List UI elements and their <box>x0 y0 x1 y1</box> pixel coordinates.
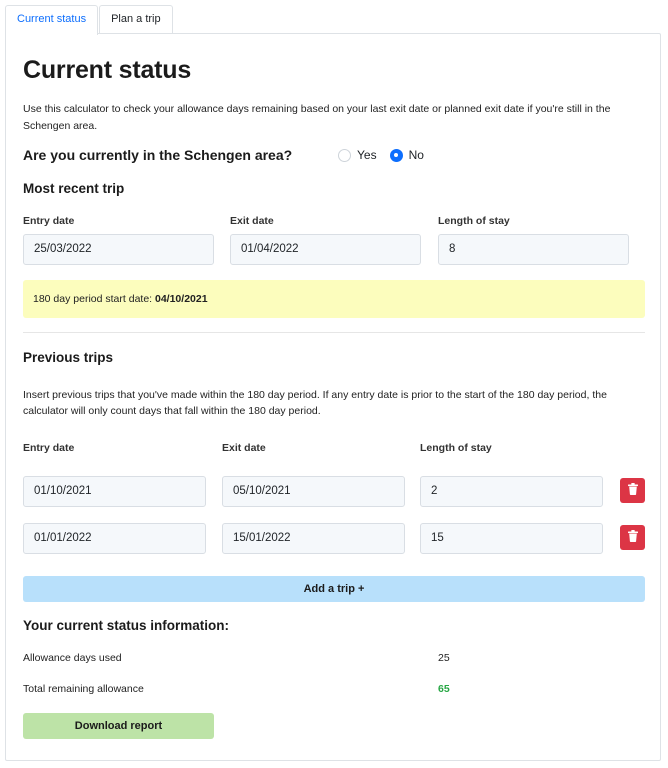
recent-entry-date-label: Entry date <box>23 215 75 227</box>
prev-length-label: Length of stay <box>420 442 492 454</box>
radio-no-circle[interactable] <box>390 149 403 162</box>
prev-trip-1-entry-input[interactable]: 01/10/2021 <box>23 476 206 507</box>
schengen-radio-group <box>338 148 437 162</box>
previous-trips-heading: Previous trips <box>23 350 114 365</box>
radio-no[interactable] <box>390 148 424 162</box>
period-start-text: 180 day period start date: <box>33 293 155 305</box>
intro-text: Use this calculator to check your allowance days remaining based on your last exit date or planned exit date if you're still in the Schengen area. <box>23 103 611 132</box>
prev-trip-1-length-input[interactable]: 2 <box>420 476 603 507</box>
recent-length-label: Length of stay <box>438 215 510 227</box>
recent-exit-date-input[interactable]: 01/04/2022 <box>230 234 421 265</box>
delete-trip-2-button[interactable] <box>620 525 645 550</box>
recent-entry-date-input[interactable]: 25/03/2022 <box>23 234 214 265</box>
trash-icon <box>628 529 638 547</box>
tab-current-status[interactable]: Current status <box>5 5 98 35</box>
remaining-allowance-value: 65 <box>438 683 450 695</box>
download-report-button[interactable]: Download report <box>23 713 214 739</box>
prev-exit-date-label: Exit date <box>222 442 266 454</box>
tab-panel <box>5 33 661 761</box>
remaining-allowance-label: Total remaining allowance <box>23 683 144 695</box>
radio-yes[interactable] <box>338 148 377 162</box>
recent-exit-date-label: Exit date <box>230 215 274 227</box>
add-trip-button[interactable]: Add a trip + <box>23 576 645 602</box>
most-recent-trip-heading: Most recent trip <box>23 181 125 196</box>
previous-trips-description: Insert previous trips that you've made within the 180 day period. If any entry date is prior to the start of the 180 day period, the calculator will only count days that fall within the 180 day period. <box>23 389 607 417</box>
prev-trip-2-exit-input[interactable]: 15/01/2022 <box>222 523 405 554</box>
radio-no-label: No <box>408 148 424 162</box>
recent-length-input[interactable]: 8 <box>438 234 629 265</box>
page-title: Current status <box>23 56 192 84</box>
allowance-used-value: 25 <box>438 652 450 664</box>
prev-entry-date-label: Entry date <box>23 442 75 454</box>
prev-trip-2-length-input[interactable]: 15 <box>420 523 603 554</box>
trash-icon <box>628 482 638 500</box>
tab-plan-a-trip[interactable]: Plan a trip <box>99 5 173 34</box>
status-info-heading: Your current status information: <box>23 618 230 633</box>
prev-trip-2-entry-input[interactable]: 01/01/2022 <box>23 523 206 554</box>
period-start-alert <box>23 280 645 318</box>
radio-yes-label: Yes <box>357 148 377 162</box>
schengen-question-label: Are you currently in the Schengen area? <box>23 147 293 163</box>
section-divider <box>23 332 645 333</box>
tab-bar <box>5 5 173 34</box>
allowance-used-label: Allowance days used <box>23 652 122 664</box>
delete-trip-1-button[interactable] <box>620 478 645 503</box>
prev-trip-1-exit-input[interactable]: 05/10/2021 <box>222 476 405 507</box>
radio-yes-circle[interactable] <box>338 149 351 162</box>
period-start-date: 04/10/2021 <box>155 293 208 305</box>
